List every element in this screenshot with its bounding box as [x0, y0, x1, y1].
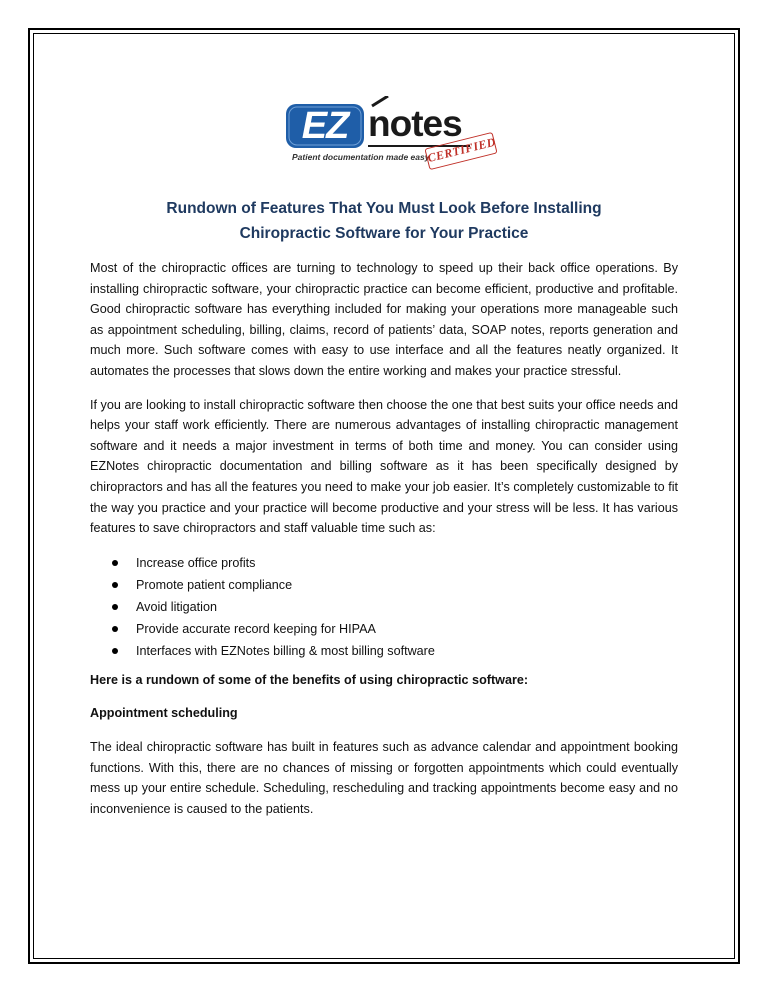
list-item — [110, 640, 678, 662]
list-item-text: Provide accurate record keeping for HIPAA — [136, 621, 376, 636]
list-item — [110, 552, 678, 574]
feature-list — [90, 552, 678, 662]
list-item-text: Interfaces with EZNotes billing & most billing software — [136, 643, 435, 658]
document-title — [90, 196, 678, 246]
list-item — [110, 596, 678, 618]
title-line-2: Chiropractic Software for Your Practice — [239, 225, 529, 242]
list-item — [110, 574, 678, 596]
install-paragraph: If you are looking to install chiropractic software then choose the one that best suits your office needs and helps your staff work efficiently. There are numerous advantages of installing chiropractic management software and it needs a major investment in terms of both time and money. You can consider using EZNotes chiropractic documentation and billing software as it has been specifically designed by chiropractors and has all the features you need to make your job easier. It’s completely customizable to fit the way you practice and your practice will become productive and your stress will be less. It has various features to save chiropractors and staff valuable time such as: — [90, 397, 678, 536]
bullet-icon — [112, 582, 118, 588]
bullet-icon — [112, 604, 118, 610]
logo-tagline: Patient documentation made easy — [292, 152, 430, 162]
rundown-heading: Here is a rundown of some of the benefits of using chiropractic software: — [90, 672, 529, 687]
certified-stamp: CERTIFIED — [424, 132, 497, 170]
document-body — [90, 196, 678, 832]
bullet-icon — [112, 560, 118, 566]
eznotes-logo — [284, 96, 496, 170]
section-heading-appointment: Appointment scheduling — [90, 706, 238, 721]
list-item-text: Increase office profits — [136, 555, 256, 570]
title-line-1: Rundown of Features That You Must Look Before Installing — [166, 200, 602, 217]
list-item — [110, 618, 678, 640]
logo-notes-text: notes — [368, 103, 462, 144]
list-item-text: Avoid litigation — [136, 599, 217, 614]
bullet-icon — [112, 648, 118, 654]
intro-paragraph: Most of the chiropractic offices are turning to technology to speed up their back office operations. By installing chiropractic software, your chiropractic practice can become efficient, productive and profitable. Good chiropractic software has everything included for making your operations more manageable such as appointment scheduling, billing, claims, record of patients’ data, SOAP notes, reports generation and much more. Such software comes with easy to use interface and all the features neatly organized. It automates the processes that slows down the entire working and makes your practice stressful. — [90, 261, 678, 378]
bullet-icon — [112, 626, 118, 632]
list-item-text: Promote patient compliance — [136, 577, 293, 592]
logo-text-layer — [284, 96, 496, 170]
logo-ez-text: EZ — [301, 105, 349, 147]
appointment-paragraph: The ideal chiropractic software has built in features such as advance calendar and appointment booking functions. With this, there are no chances of missing or forgotten appointments which could eventually mess up your entire schedule. Scheduling, rescheduling and tracking appointments become easy and no inconvenience is caused to the patients. — [90, 739, 678, 816]
